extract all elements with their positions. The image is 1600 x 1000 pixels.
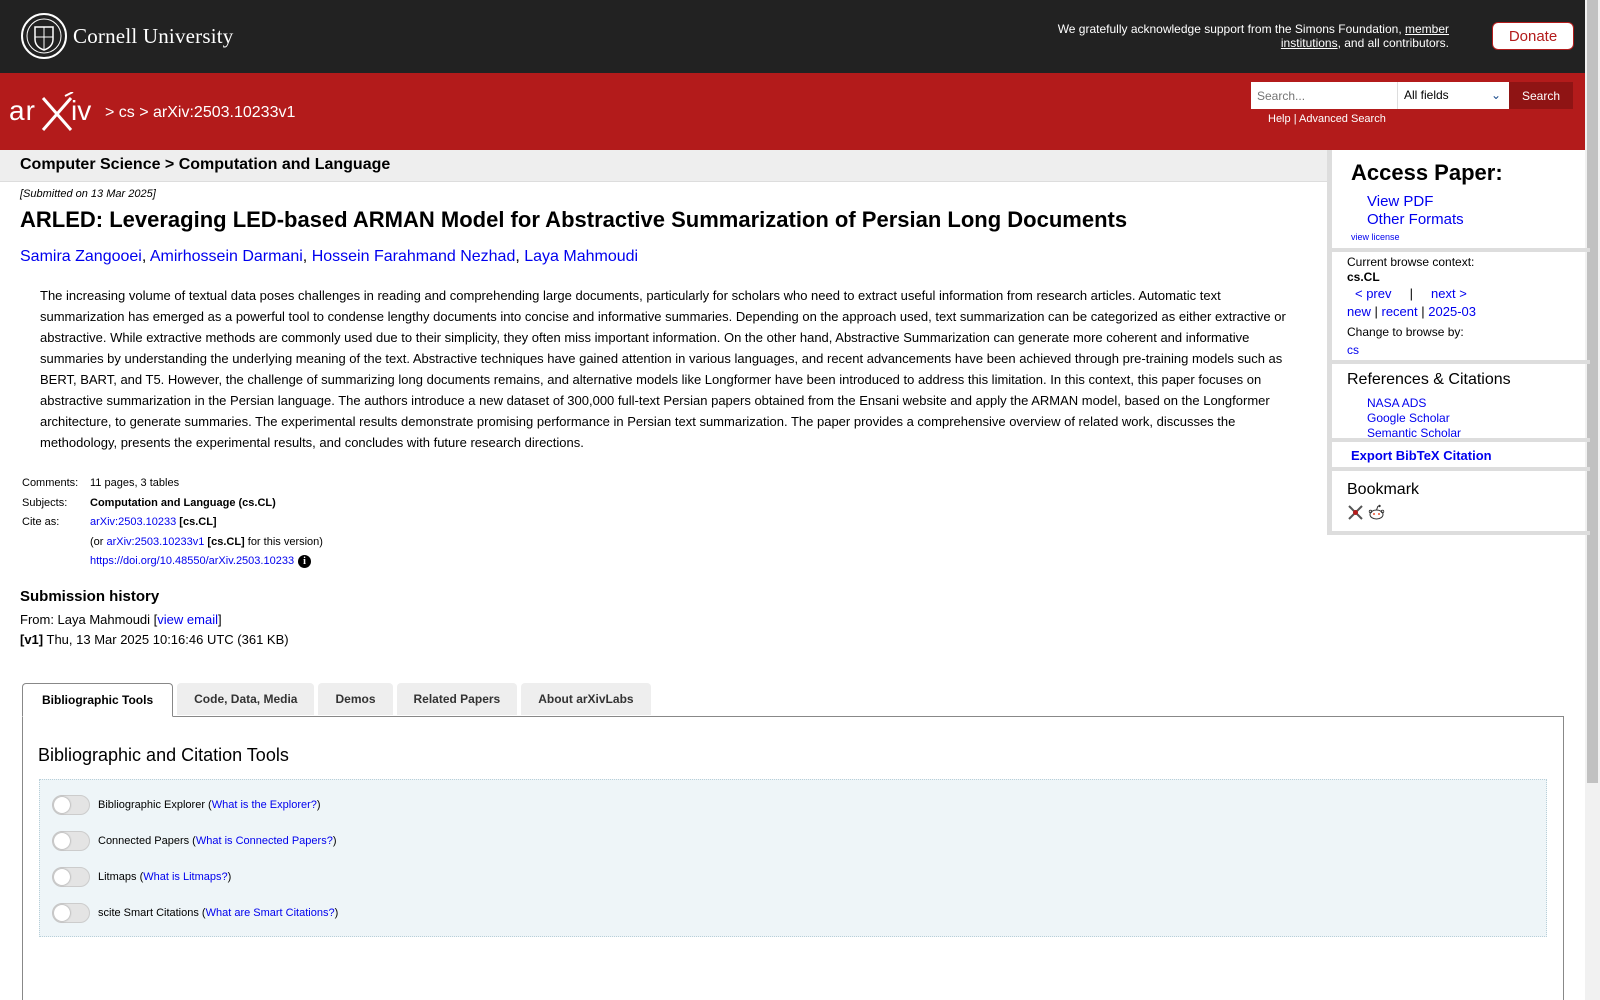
subjects-value: Computation and Language (cs.CL)	[90, 496, 276, 509]
litmaps-help-link[interactable]: What is Litmaps?	[143, 871, 228, 883]
panel-title: Bibliographic and Citation Tools	[38, 745, 289, 765]
semantic-scholar-link[interactable]: Semantic Scholar	[1367, 426, 1462, 440]
bookmark-icons	[1347, 504, 1385, 521]
breadcrumb: > cs > arXiv:2503.10233v1	[105, 104, 296, 121]
explorer-help-link[interactable]: What is the Explorer?	[211, 799, 317, 811]
search-input[interactable]	[1251, 82, 1397, 109]
prev-link[interactable]: < prev	[1355, 286, 1392, 301]
tool-row-scite: scite Smart Citations ( What are Smart Citations? )	[52, 903, 338, 923]
export-box	[1332, 442, 1590, 471]
institution-bar	[0, 0, 1585, 73]
recent-link[interactable]: recent	[1381, 304, 1418, 319]
export-bibtex-link[interactable]: Export BibTeX Citation	[1351, 448, 1492, 463]
context-label: Current browse context:	[1347, 255, 1475, 269]
tool-row-litmaps: Litmaps ( What is Litmaps? )	[52, 867, 231, 887]
nasa-ads-link[interactable]: NASA ADS	[1367, 396, 1427, 410]
reddit-icon[interactable]	[1368, 504, 1385, 521]
donate-button[interactable]: Donate	[1492, 22, 1574, 50]
scite-toggle[interactable]	[52, 903, 90, 923]
cs-browse-link[interactable]: cs	[1347, 343, 1359, 357]
explorer-toggle[interactable]	[52, 795, 90, 815]
bibsonomy-icon[interactable]	[1347, 504, 1364, 521]
abstract: The increasing volume of textual data poses challenges in reading and comprehending large documents, particularly for scholars who need to extract useful information from research articles. Automatic text summarization has emerged as a powerful tool to condense lengthy documents into concise and informative summaries. Depending on the approach used, text summarization can be categorized as either extractive or abstractive. While extractive methods are commonly used due to their simplicity, they often miss important information. On the other hand, Abstractive Summarization can generate more coherent and informative summaries by understanding the underlying meaning of the text. Abstractive techniques have gained attention in various languages, and recent advancements have been achieved through pre-training models such as BERT, BART, and T5. However, the challenge of summarizing long documents remains, and alternative models like Longformer have been introduced to address this limitation. In this context, this paper focuses on abstractive summarization in the Persian language. The authors introduce a new dataset of 300,000 full-text Persian papers obtained from the Ensani website and apply the ARMAN model, based on the Longformer architecture, to generate summaries. The experimental results demonstrate promising performance in Persian text summarization. The paper provides a comprehensive overview of related work, discusses the methodology, presents the experimental results, and concludes with future research directions.	[40, 288, 1286, 450]
view-pdf-link[interactable]: View PDF	[1367, 193, 1434, 210]
bookmark-title: Bookmark	[1347, 481, 1420, 498]
cite-link[interactable]: arXiv:2503.10233	[90, 516, 177, 528]
subject-title: Computer Science > Computation and Language	[20, 156, 391, 173]
context-value: cs.CL	[1347, 270, 1380, 284]
submission-history-title: Submission history	[20, 588, 160, 605]
author-link[interactable]: Amirhossein Darmani	[149, 248, 303, 265]
svg-text:iv: iv	[71, 95, 92, 126]
subject-header	[0, 150, 1327, 182]
labs-tabs	[22, 683, 655, 717]
browse-context-box	[1332, 252, 1590, 364]
search-button[interactable]: Search	[1509, 82, 1573, 109]
cornell-logo[interactable]	[21, 13, 234, 59]
references-title: References & Citations	[1347, 371, 1511, 388]
tab-related-papers[interactable]: Related Papers	[397, 683, 518, 715]
browse-links: new | recent | 2025-03	[1347, 304, 1476, 319]
references-box	[1332, 364, 1590, 442]
metadata-table	[22, 477, 323, 575]
cite-version-link[interactable]: arXiv:2503.10233v1	[106, 535, 205, 548]
bookmark-box	[1332, 471, 1590, 535]
change-browse-label: Change to browse by:	[1347, 325, 1464, 339]
connected-papers-help-link[interactable]: What is Connected Papers?	[195, 835, 333, 847]
tab-code-data-media[interactable]: Code, Data, Media	[177, 683, 314, 715]
page-title: ARLED: Leveraging LED-based ARMAN Model for Abstractive Summarization of Persian Long Documents	[20, 207, 1128, 232]
submission-date: [Submitted on 13 Mar 2025]	[20, 188, 156, 200]
arxiv-logo-icon[interactable]	[9, 92, 101, 132]
author-link[interactable]: Samira Zangooei	[20, 248, 142, 265]
view-license-link[interactable]: view license	[1351, 232, 1400, 242]
search-field-select[interactable]: All fields ⌄	[1397, 82, 1509, 109]
cornell-name: Cornell University	[73, 23, 234, 48]
next-link[interactable]: next >	[1431, 286, 1467, 301]
cite-version: (or arXiv:2503.10233v1 [cs.CL] for this version)	[90, 535, 323, 548]
support-text: We gratefully acknowledge support from the Simons Foundation, member institutions, and all contributors.	[1057, 22, 1449, 50]
google-scholar-link[interactable]: Google Scholar	[1367, 411, 1450, 425]
version-1: [v1] Thu, 13 Mar 2025 10:16:46 UTC (361 KB)	[20, 632, 289, 647]
scite-help-link[interactable]: What are Smart Citations?	[205, 907, 335, 919]
arxiv-header	[0, 73, 1585, 150]
cite-label: Cite as:	[22, 516, 60, 528]
subjects-label: Subjects:	[22, 496, 68, 509]
info-icon[interactable]: i	[298, 555, 311, 568]
other-formats-link[interactable]: Other Formats	[1367, 211, 1464, 228]
submission-from: From: Laya Mahmoudi [view email]	[20, 612, 222, 627]
cite-value: arXiv:2503.10233 [cs.CL]	[90, 516, 217, 528]
comments-value: 11 pages, 3 tables	[90, 477, 180, 489]
month-link[interactable]: 2025-03	[1428, 304, 1476, 319]
chevron-down-icon: ⌄	[1490, 88, 1501, 102]
view-email-link[interactable]: view email	[157, 612, 218, 627]
access-paper-title: Access Paper:	[1351, 160, 1503, 185]
author-link[interactable]: Laya Mahmoudi	[524, 248, 639, 265]
tool-row-explorer: Bibliographic Explorer ( What is the Explorer? )	[52, 795, 321, 815]
cornell-seal-icon	[21, 13, 67, 59]
tab-panel	[22, 716, 1564, 1000]
help-links: Help | Advanced Search	[1268, 113, 1386, 125]
connected-papers-toggle[interactable]	[52, 831, 90, 851]
tab-about-arxivlabs[interactable]: About arXivLabs	[521, 683, 650, 715]
doi-link[interactable]: https://doi.org/10.48550/arXiv.2503.10233	[90, 555, 295, 567]
litmaps-toggle[interactable]	[52, 867, 90, 887]
tab-demos[interactable]: Demos	[318, 683, 392, 715]
svg-text:ar: ar	[9, 95, 36, 126]
new-link[interactable]: new	[1347, 304, 1371, 319]
author-list: Samira Zangooei, Amirhossein Darmani, Hossein Farahmand Nezhad, Laya Mahmoudi	[20, 248, 639, 265]
tool-row-connected-papers: Connected Papers ( What is Connected Papers? )	[52, 831, 336, 851]
access-paper-box	[1332, 150, 1590, 252]
member-institutions-link[interactable]: member institutions	[1280, 22, 1449, 50]
sidebar	[1327, 150, 1585, 535]
advanced-search-link[interactable]: Advanced Search	[1299, 113, 1386, 125]
help-link[interactable]: Help	[1268, 113, 1291, 125]
author-link[interactable]: Hossein Farahmand Nezhad	[311, 248, 516, 265]
prev-next-nav: < prev | next >	[1355, 286, 1467, 301]
tab-bibliographic-tools[interactable]: Bibliographic Tools	[22, 683, 173, 717]
tools-list	[39, 779, 1547, 937]
comments-label: Comments:	[22, 477, 79, 489]
doi-row	[90, 555, 323, 575]
